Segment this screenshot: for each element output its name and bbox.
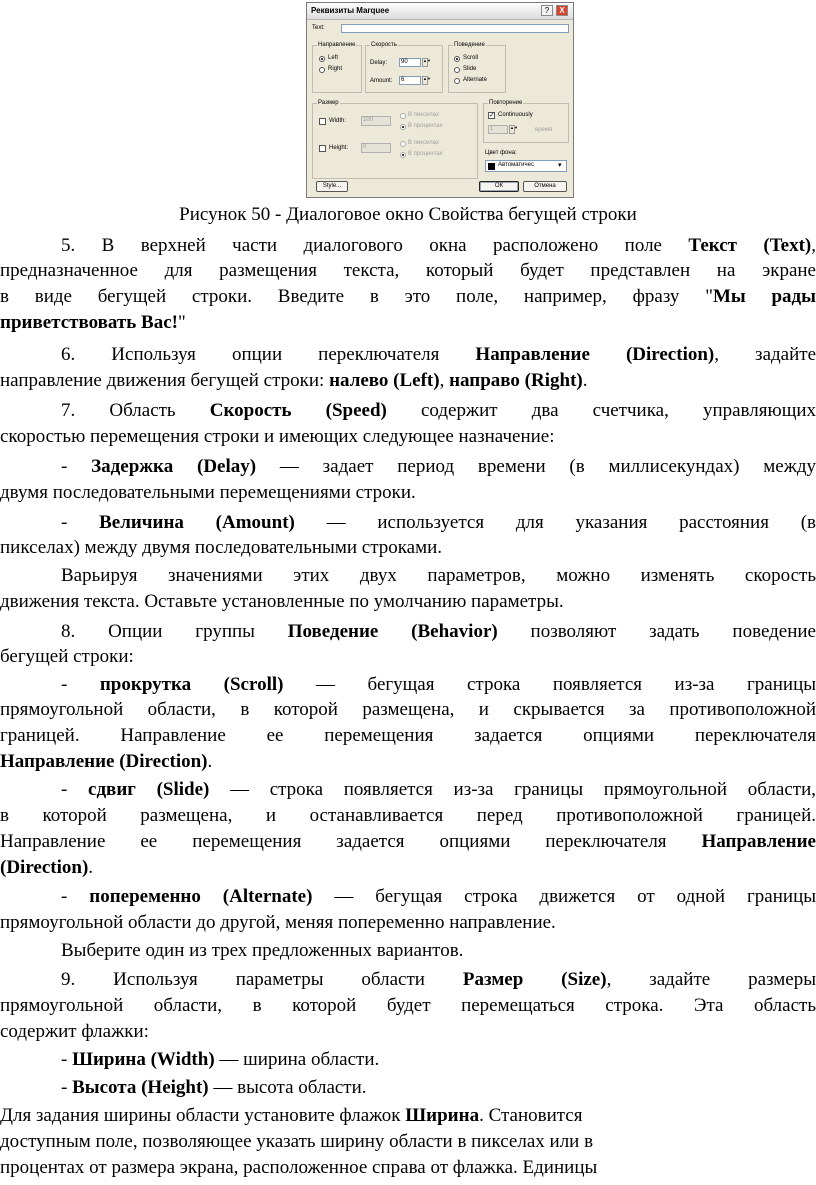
behavior-scroll-radio[interactable] xyxy=(454,56,460,62)
direction-left-label: Left xyxy=(328,55,339,61)
text: направление движения бегущей строки: xyxy=(0,370,330,391)
text: Для задания ширины области установите флажок xyxy=(0,1105,406,1126)
slide-line-3 xyxy=(0,829,816,854)
marquee-properties-dialog xyxy=(306,2,574,198)
text: — используется для указания расстояния (в xyxy=(294,512,816,533)
direction-right-label: Right xyxy=(328,66,343,72)
bold-term: Мы рады xyxy=(712,286,816,307)
behavior-scroll-label: Scroll xyxy=(463,55,479,61)
width-percent-label: В процентах xyxy=(408,123,443,129)
text: — задает период времени (в миллисекундах) между xyxy=(256,456,816,477)
last-line-1 xyxy=(0,1103,816,1128)
scroll-line-2: прямоугольной области, в которой размещена, и скрывается за противоположной xyxy=(0,699,816,720)
text: в виде бегущей строки. Введите в это поле, например, фразу " xyxy=(0,286,713,307)
last-line-2: доступным поле, позволяющее указать ширину области в пикселах или в xyxy=(0,1131,594,1152)
bold-term: (Direction) xyxy=(0,857,89,878)
bold-term: приветствовать Вас! xyxy=(0,312,178,333)
p9-line-1 xyxy=(0,967,816,992)
size-group xyxy=(312,100,478,179)
text: - xyxy=(61,1049,73,1070)
bold-term: Текст (Text) xyxy=(688,235,812,256)
width-label: Width: xyxy=(329,118,347,124)
text: Направление ее перемещения задается опциями переключателя xyxy=(0,831,702,852)
alternate-line-1 xyxy=(0,884,816,909)
amount-spinner[interactable]: ▲▼ xyxy=(422,76,428,85)
speed-group-title: Скорость xyxy=(371,42,397,48)
vary-line-2: движения текста. Оставьте установленные по умолчанию параметры. xyxy=(0,591,564,612)
p5-line-2: предназначенное для размещения текста, который будет представлен на экране xyxy=(0,260,816,281)
bold-term: Направление (Direction) xyxy=(0,751,208,772)
p7-line-1 xyxy=(0,398,816,423)
text: 9. Используя параметры области xyxy=(61,969,463,990)
delay-input[interactable]: 90 xyxy=(399,58,421,67)
close-button[interactable]: X xyxy=(556,5,568,16)
continuously-checkbox[interactable]: ✓ xyxy=(489,112,495,119)
p9-line-2: прямоугольной области, в которой будет перемещаться строка. Эта область xyxy=(0,995,816,1016)
delay-label: Delay: xyxy=(370,60,388,66)
height-input[interactable]: 0 xyxy=(361,143,391,153)
width-input[interactable]: 100 xyxy=(361,116,391,126)
height-checkbox[interactable] xyxy=(319,145,326,152)
dialog-title: Реквизиты Marquee xyxy=(311,6,390,15)
text: 8. Опции группы xyxy=(61,621,288,642)
amount-input[interactable]: 6 xyxy=(399,76,421,85)
text: — высота области. xyxy=(208,1077,367,1098)
delay-spinner[interactable]: ▲▼ xyxy=(422,58,428,67)
text: — строка появляется из-за границы прямоугольной области, xyxy=(209,779,816,800)
width-percent-radio[interactable] xyxy=(400,124,406,130)
behavior-group-title: Поведение xyxy=(454,42,485,48)
text: , xyxy=(811,235,816,256)
text: 5. В верхней части диалогового окна расположено поле xyxy=(61,235,689,256)
repeat-times-label: время xyxy=(535,127,553,133)
text: содержит два счетчика, управляющих xyxy=(386,400,816,421)
bold-term: попеременно (Alternate) xyxy=(89,886,313,907)
bold-term: Задержка (Delay) xyxy=(91,456,257,477)
repeat-times-spinner[interactable]: ▲▼ xyxy=(509,125,515,134)
size-group-title: Размер xyxy=(318,100,339,106)
bold-term: Направление xyxy=(701,831,816,852)
p7-line-2: скоростью перемещения строки и имеющих следующее назначение: xyxy=(0,426,555,447)
delay-line-2: двумя последовательными перемещениями строки. xyxy=(0,482,416,503)
p5-line-1 xyxy=(0,233,816,258)
text: , задайте xyxy=(714,344,816,365)
slide-line-1 xyxy=(0,777,816,802)
last-line-3: процентах от размера экрана, расположенное справа от флажка. Единицы xyxy=(0,1157,598,1178)
alternate-line-2: прямоугольной области до другой, меняя попеременно направление. xyxy=(0,912,556,933)
bold-term: Поведение (Behavior) xyxy=(287,621,498,642)
behavior-alternate-label: Alternate xyxy=(463,77,488,83)
bold-term: Величина (Amount) xyxy=(99,512,295,533)
scroll-line-1 xyxy=(0,672,816,697)
text: , xyxy=(439,370,450,391)
behavior-slide-label: Slide xyxy=(463,66,477,72)
text: . xyxy=(582,370,588,391)
text: - xyxy=(61,456,92,477)
help-button[interactable]: ? xyxy=(541,5,553,16)
text: - xyxy=(61,512,100,533)
text-label: Text: xyxy=(312,25,325,31)
bold-term: Размер (Size) xyxy=(462,969,607,990)
width-pixels-label: В пикселах xyxy=(408,112,439,118)
bold-term: налево (Left) xyxy=(329,370,440,391)
figure-caption: Рисунок 50 - Диалоговое окно Свойства бегущей строки xyxy=(179,204,637,225)
bold-term: Ширина xyxy=(405,1105,480,1126)
direction-group-title: Направление xyxy=(318,42,356,48)
p8-line-2: бегущей строки: xyxy=(0,646,134,667)
slide-line-2: в которой размещена, и останавливается перед противоположной границей. xyxy=(0,805,816,826)
p8-line-1 xyxy=(0,619,816,644)
text: - xyxy=(61,674,100,695)
height-percent-radio[interactable] xyxy=(400,152,406,158)
bold-term: прокрутка (Scroll) xyxy=(99,674,284,695)
color-swatch-icon xyxy=(488,163,495,170)
text: . xyxy=(88,857,94,878)
speed-group xyxy=(365,42,443,93)
height-pixels-radio[interactable] xyxy=(400,141,406,147)
bold-term: Высота (Height) xyxy=(72,1077,209,1098)
p6-line-1 xyxy=(0,342,816,367)
text: 6. Используя опции переключателя xyxy=(61,344,476,365)
text: - xyxy=(61,1077,73,1098)
text: — бегущая строка движется от одной границы xyxy=(312,886,816,907)
bold-term: Ширина (Width) xyxy=(72,1049,215,1070)
cancel-button[interactable]: Отмена xyxy=(523,181,567,192)
delay-line-1 xyxy=(0,454,816,479)
repeat-times-input[interactable]: 1 xyxy=(488,125,508,134)
ok-button[interactable]: ОК xyxy=(479,181,519,192)
choose-line: Выберите один из трех предложенных вариантов. xyxy=(61,940,464,961)
text: позволяют задать поведение xyxy=(497,621,816,642)
p5-line-4 xyxy=(0,310,816,335)
repeat-group xyxy=(483,100,569,143)
text: - xyxy=(61,779,89,800)
text: , задайте размеры xyxy=(606,969,816,990)
text: " xyxy=(177,312,186,333)
bgcolor-value: Автоматичес xyxy=(498,162,534,168)
text: 7. Область xyxy=(61,400,210,421)
slide-line-4 xyxy=(0,855,816,880)
direction-left-radio[interactable] xyxy=(319,56,325,62)
width-pixels-radio[interactable] xyxy=(400,113,406,119)
text-input[interactable] xyxy=(341,24,569,33)
scroll-line-3: границей. Направление ее перемещения задается опциями переключателя xyxy=(0,725,816,746)
repeat-group-title: Повторение xyxy=(489,100,523,106)
direction-right-radio[interactable] xyxy=(319,67,325,73)
style-button[interactable]: Style... xyxy=(316,181,348,192)
amount-label: Amount: xyxy=(370,78,393,84)
text: — ширина области. xyxy=(214,1049,380,1070)
text: . xyxy=(207,751,213,772)
p9-line-3: содержит флажки: xyxy=(0,1021,149,1042)
bold-term: Скорость (Speed) xyxy=(209,400,387,421)
vary-line-1: Варьируя значениями этих двух параметров, можно изменять скорость xyxy=(61,565,816,586)
text: . Становится xyxy=(479,1105,583,1126)
behavior-alternate-radio[interactable] xyxy=(454,78,460,84)
bold-term: Направление (Direction) xyxy=(475,344,715,365)
p5-line-3 xyxy=(0,284,816,309)
height-pixels-label: В пикселах xyxy=(408,140,439,146)
text: - xyxy=(61,886,90,907)
height-percent-label: В процентах xyxy=(408,151,443,157)
width-item-line xyxy=(0,1047,816,1072)
amount-line-2: пикселах) между двумя последовательными строками. xyxy=(0,537,443,558)
width-checkbox[interactable] xyxy=(319,118,326,125)
height-item-line xyxy=(0,1075,816,1100)
bold-term: сдвиг (Slide) xyxy=(88,779,210,800)
dialog-title-bar xyxy=(307,3,573,20)
amount-line-1 xyxy=(0,510,816,535)
chevron-down-icon[interactable]: ▾ xyxy=(558,162,562,169)
behavior-slide-radio[interactable] xyxy=(454,67,460,73)
scroll-line-4 xyxy=(0,749,816,774)
bgcolor-label: Цвет фона: xyxy=(485,150,517,156)
height-label: Height: xyxy=(329,145,349,151)
text: — бегущая строка появляется из-за границы xyxy=(283,674,816,695)
p6-line-2 xyxy=(0,368,816,393)
bold-term: направо (Right) xyxy=(449,370,583,391)
continuously-label: Continuously xyxy=(498,112,533,118)
